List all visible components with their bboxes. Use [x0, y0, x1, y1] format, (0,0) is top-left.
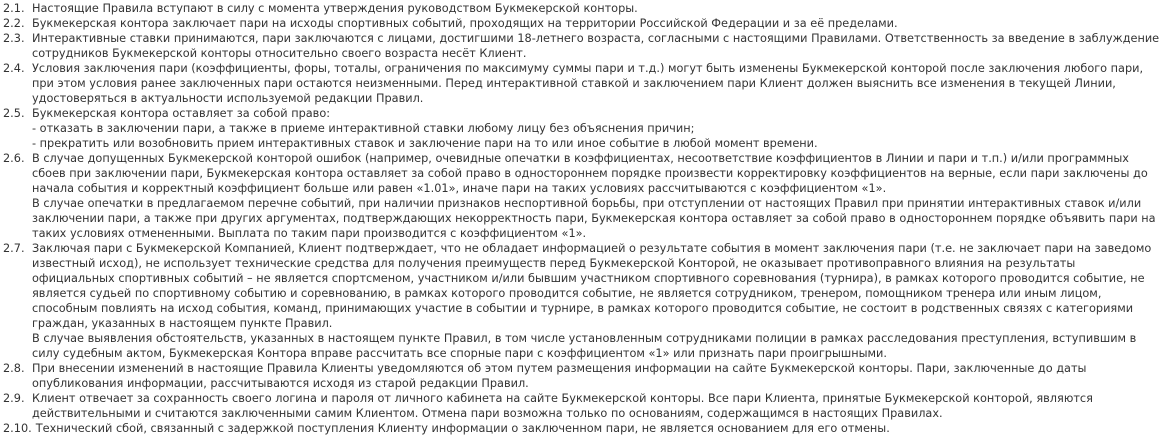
- rule-2-8: [3, 361, 1087, 391]
- rule-text: [32, 106, 981, 151]
- rule-line: Заключая пари с Букмекерской Компанией, Клиент подтверждает, что не обладает информацией о результате события в момент заключения пари (т.е. не заключает пари на заведомо: [32, 242, 1152, 255]
- rule-line: Интерактивные ставки принимаются, пари заключаются с лицами, достигшими 18-летнего возраста, согласными с настоящими Правилами. Ответственность за введение в заблуждение: [32, 32, 1159, 45]
- rule-text: [32, 241, 1151, 361]
- rule-number: 2.5.: [3, 107, 25, 120]
- rule-line: сбоев при заключении пари, Букмекерская контора оставляет за собой право в одностороннем порядке произвести корректировку коэффициентов на верные, если пари заключены до: [32, 167, 1148, 180]
- rule-line: опубликования информации, рассчитываются исходя из старой редакции Правил.: [32, 377, 529, 390]
- rule-list-item: - отказать в заключении пари, а также в приеме интерактивной ставки любому лицу без объяснения причин;: [32, 122, 695, 135]
- rule-line: Букмекерская контора оставляет за собой право:: [32, 107, 331, 120]
- rule-2-1: [3, 1, 981, 16]
- rule-number: 2.7.: [3, 242, 25, 255]
- rule-line: сотрудников Букмекерской конторы относительно своего возраста несёт Клиент.: [32, 47, 527, 60]
- rule-line: при этом условия ранее заключенных пари остаются неизменными. Перед интерактивной ставкой и заключением пари Клиент должен выяснить все изменения в текущей Линии,: [32, 77, 1116, 90]
- rule-line: таких условиях отмененными. Выплата по таким пари производится с коэффициентом «1».: [32, 227, 587, 240]
- rule-line: является судьей по спортивному событию и соревнованию, в рамках которого проводится событие, не является сотрудником, тренером, помощником тренера или иным лицом,: [32, 287, 1102, 300]
- rule-list-item: - прекратить или возобновить прием интерактивных ставок и заключение пари на то или иное событие в любой момент времени.: [32, 137, 818, 150]
- rule-2-7: [3, 241, 1152, 361]
- rule-line: В случае допущенных Букмекерской конторой ошибок (например, очевидные опечатки в коэффициентах, несоответствие коэффициентов в Линии и пари и т.п.) и/или программных: [32, 152, 1129, 165]
- rule-line: граждан, указанных в настоящем пункте Правил.: [32, 317, 333, 330]
- rule-number: 2.8.: [3, 362, 25, 375]
- rule-number: 2.2.: [3, 17, 25, 30]
- rule-text: [32, 151, 1156, 241]
- rule-line: действительными и считаются заключенными самим Клиентом. Отмена пари возможна только по основаниям, содержащимся в настоящих Правилах.: [32, 407, 943, 420]
- rule-line: Технический сбой, связанный с задержкой поступления Клиенту информации о заключенном пари, не является основанием для его отмены.: [35, 422, 890, 435]
- rule-line: способным повлиять на исход события, команд, принимающих участие в событии и турнире, в рамках которого проводится событие, не состоит в родственных связях с категориями: [32, 302, 1134, 315]
- rule-line: Условия заключения пари (коэффициенты, форы, тоталы, ограничения по максимуму суммы пари и т.д.) могут быть изменены Букмекерской конторой после заключения любого пари,: [32, 62, 1144, 75]
- rule-line: В случае опечатки в предлагаемом перечне событий, при наличии признаков неспортивной борьбы, при отступлении от настоящих Правил при принятии интерактивных ставок и/или: [32, 197, 1142, 210]
- rule-line: заключении пари, а также при других аргументах, подтверждающих некорректность пари, Букмекерская контора оставляет за собой право в одностороннем порядке объявить пари на: [32, 212, 1156, 225]
- rule-text: [36, 421, 981, 436]
- rule-2-4: [3, 61, 1144, 106]
- rule-line: В случае выявления обстоятельств, указанных в настоящем пункте Правил, в том числе установленным сотрудниками полиции в рамках расследования преступления, вступившим в: [32, 332, 1137, 345]
- rule-number: 2.3.: [3, 32, 25, 45]
- rule-line: удостоверяться в актуальности используемой редакции Правил.: [32, 92, 424, 105]
- rule-number: 2.9.: [3, 392, 25, 405]
- rule-line: официальных спортивных событий – не является спортсменом, участником и/или бывшим участником спортивного соревнования (турнира), в рамках которого проводится событие, не: [32, 272, 1145, 285]
- rule-2-9: [3, 391, 1093, 421]
- rule-2-10: [3, 421, 981, 436]
- rule-2-2: [3, 16, 981, 31]
- rule-text: [32, 16, 981, 31]
- rule-number: 2.4.: [3, 62, 25, 75]
- rule-2-6: [3, 151, 1156, 241]
- rule-text: [32, 391, 1093, 421]
- rule-text: [32, 361, 1086, 391]
- rule-number: 2.6.: [3, 152, 25, 165]
- rule-number: 2.10.: [3, 422, 32, 435]
- rule-2-5: [3, 106, 981, 151]
- rule-number: 2.1.: [3, 2, 25, 15]
- rule-line: При внесении изменений в настоящие Правила Клиенты уведомляются об этом путем размещения информации на сайте Букмекерской конторы. Пари, заключенные до даты: [32, 362, 1087, 375]
- rule-line: известный исход), не использует технические средства для получения преимуществ перед Букмекерской Конторой, не оказывает противоправного влияния на результаты: [32, 257, 1076, 270]
- rule-text: [32, 1, 981, 16]
- rule-2-3: [3, 31, 1159, 61]
- rule-line: силу судебным актом, Букмекерская Контора вправе рассчитать все спорные пари с коэффициентом «1» или признать пари проигрышными.: [32, 347, 887, 360]
- rule-line: Букмекерская контора заключает пари на исходы спортивных событий, проходящих на территории Российской Федерации и за её пределами.: [32, 17, 898, 30]
- rule-line: Клиент отвечает за сохранность своего логина и пароля от личного кабинета на сайте Букмекерской конторы. Все пари Клиента, принятые Букмекерской конторой, являются: [32, 392, 1093, 405]
- rule-line: Настоящие Правила вступают в силу с момента утверждения руководством Букмекерской конторы.: [32, 2, 638, 15]
- rule-text: [32, 31, 1159, 61]
- rule-line: начала события и корректный коэффициент больше или равен «1.01», иначе пари на таких условиях рассчитываются с коэффициентом «1».: [32, 182, 887, 195]
- rule-text: [32, 61, 1143, 106]
